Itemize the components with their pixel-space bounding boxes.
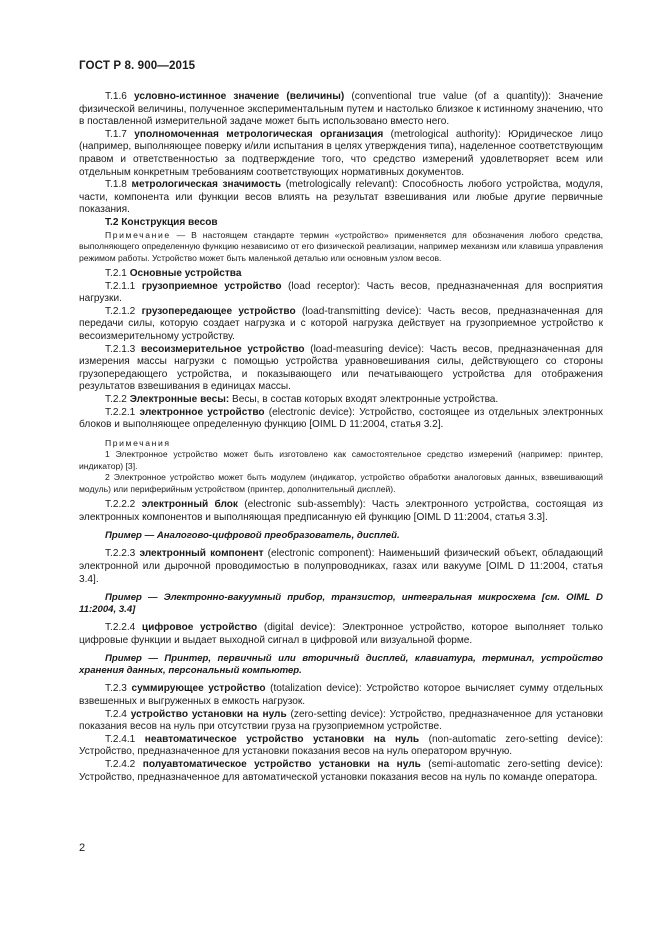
term: Электронные весы: xyxy=(129,393,230,405)
term: цифровое устройство xyxy=(141,622,258,634)
clause-t22: T.2.2 Электронные весы: Весы, в состав которых входят электронные устройства. xyxy=(105,393,499,405)
clause-t116: T.1.6 условно-истинное значение (величины) (conventional true value (of a quantity)): Значение физической величины, полученное экспериментальным путем и настолько близкое к истинному значению, что в поставленной измерительной задаче может быть использовано вместо него. xyxy=(79,91,603,128)
term: условно-истинное значение (величины) xyxy=(134,91,345,102)
section-heading: T.2 Конструкция весов xyxy=(105,216,218,228)
clause-t221: T.2.2.1 электронное устройство (electronic device): Устройство, состоящее из отдельных электронных блоков и выполняющее определенную функцию [OIML D 11:2004, статья 3.2]. xyxy=(79,406,603,431)
note-item: 1 Электронное устройство может быть изготовлено как самостоятельное средство измерений (например: принтер, индикатор) [3]. xyxy=(79,449,603,471)
example: Пример — Аналогово-цифровой преобразователь, дисплей. xyxy=(105,530,400,542)
term: весоизмерительное устройство xyxy=(140,343,305,355)
clause-t213: T.2.1.3 весоизмерительное устройство (load-measuring device): Часть весов, предназначенная для измерения массы нагрузки с помощью устройства уравновешивания силы, действующего со стороны грузопередающего устройства, и показывающего или печатывающего устройства для отображения результатов взвешивания в единицах массы. xyxy=(79,343,603,393)
page-number: 2 xyxy=(79,842,86,854)
term: электронный компонент xyxy=(139,548,264,560)
page-header: ГОСТ Р 8. 900—2015 xyxy=(79,59,196,72)
clause-t117: T.1.7 уполномоченная метрологическая организация (metrological authority): Юридическое лицо (например, выполняющее поверку и/или испытания в целях утверждения типа), наделенное соответствующим правом и ответственностью за подтверждение того, что средство измерений удовлетворяет всем или отдельным конкретным требованиям соответствующих нормативных документов. xyxy=(79,128,604,178)
example: Пример — Электронно-вакуумный прибор, транзистор, интегральная микросхема [см. OIML D 11:2004, 3.4] xyxy=(79,592,603,616)
clause-t222: T.2.2.2 электронный блок (electronic sub-assembly): Часть электронного устройства, состоящая из электронных компонентов и выполняющая предписанную ей функцию [OIML D 11:2004, статья 3.3]. xyxy=(79,499,603,523)
clause-t211: T.2.1.1 грузоприемное устройство (load receptor): Часть весов, предназначенная для восприятия нагрузки. xyxy=(79,280,603,305)
term: метрологическая значимость xyxy=(131,179,282,191)
clause-t24: T.2.4 устройство установки на нуль (zero-setting device): Устройство, предназначенное для установки показания весов на нуль при отсутствии груза на грузоприемном устройстве. xyxy=(79,708,604,733)
term: устройство установки на нуль xyxy=(130,708,287,720)
term: электронное устройство xyxy=(139,406,265,418)
term: уполномоченная метрологическая организация xyxy=(134,128,384,140)
term: грузопередающее устройство xyxy=(141,305,296,317)
clause-t21: T.2.1 Основные устройства xyxy=(105,268,242,280)
term: неавтоматическое устройство установки на нуль xyxy=(144,733,420,745)
clause-t223: T.2.2.3 электронный компонент (electronic component): Наименьший физический объект, обладающий электронной или дырочной проводимостью в полупроводниках, газах или вакууме [OIML D 11:2004, статья 3.4]. xyxy=(79,548,604,585)
note: Примечание — В настоящем стандарте термин «устройство» применяется для обозначения любого средства, выполняющего определенную функцию независимо от его физической реализации, например механизм или клавиша управления режимом работы. Устройство может быть маленькой деталью или основным узлом весов. xyxy=(79,229,603,263)
example: Пример — Принтер, первичный или вторичный дисплей, клавиатура, терминал, устройство хранения данных, персональный компьютер. xyxy=(79,653,603,677)
clause-t118: T.1.8 метрологическая значимость (metrologically relevant): Способность любого устройства, модуля, части, компонента или функции весов влиять на результат взвешивания или любые другие первичные показания. xyxy=(79,179,604,216)
clause-t242: T.2.4.2 полуавтоматическое устройство установки на нуль (semi-automatic zero-setting device): Устройство, предназначенное для автоматической установки показания весов на нуль по команде оператора. xyxy=(79,758,603,783)
term: полуавтоматическое устройство установки на нуль xyxy=(142,758,421,770)
document-body xyxy=(79,91,603,784)
term: электронный блок xyxy=(141,499,238,511)
term: суммирующее устройство xyxy=(131,683,266,695)
notes-label: Примечания xyxy=(105,437,171,448)
clause-t241: T.2.4.1 неавтоматическое устройство установки на нуль (non-automatic zero-setting device): Устройство, предназначенное для установки показания весов на нуль оператором вручную. xyxy=(79,733,603,758)
clause-t224: T.2.2.4 цифровое устройство (digital device): Электронное устройство, которое выполняет только цифровые функции и выдает выходной сигнал в цифровой или визуальной форме. xyxy=(79,622,603,646)
term: грузоприемное устройство xyxy=(141,280,282,292)
clause-t23: T.2.3 суммирующее устройство (totalization device): Устройство которое вычисляет сумму отдельных взвешенных и выгруженных в емкость нагрузок. xyxy=(79,683,603,707)
note-item: 2 Электронное устройство может быть модулем (индикатор, устройство обработки аналоговых данных, взвешивающий модуль) или периферийным устройством (принтер, дополнительный дисплей). xyxy=(79,472,603,494)
notes-block xyxy=(79,438,603,496)
clause-t212: T.2.1.2 грузопередающее устройство (load-transmitting device): Часть весов, предназначенная для передачи силы, которую создает нагрузка и с которой нагрузка действует на грузоприемное устройство к весоизмерительному устройству. xyxy=(79,305,604,342)
